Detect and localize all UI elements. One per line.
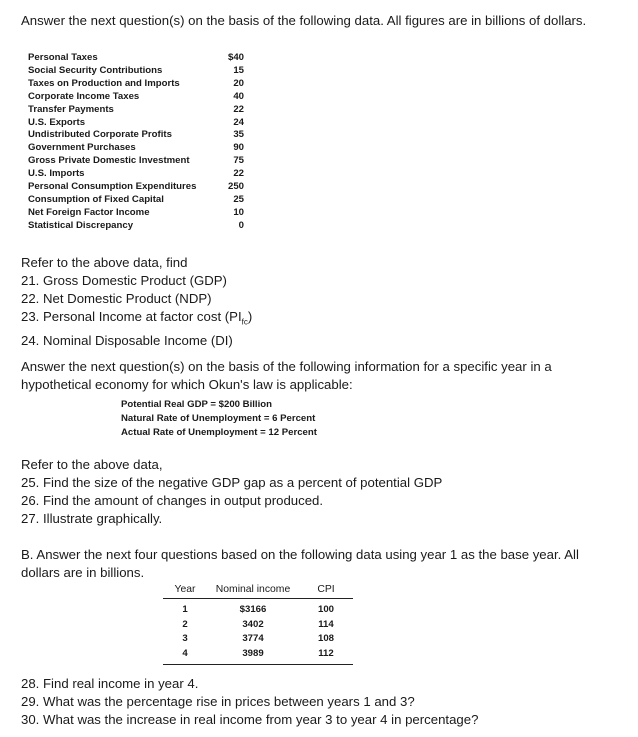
question-29: 29. What was the percentage rise in prices between years 1 and 3? <box>21 694 415 709</box>
okun-intro-text: Answer the next question(s) on the basis of the following information for a specific year in a hypothetical economy for which Okun's law is applicable: <box>21 359 552 392</box>
refer-text: Refer to the above data, find <box>21 255 188 270</box>
table-row: 2 3402 114 <box>182 618 334 630</box>
question-22: 22. Net Domestic Product (NDP) <box>21 291 212 306</box>
table-row: 3 3774 108 <box>182 633 334 644</box>
question-28: 28. Find real income in year 4. <box>21 676 199 691</box>
table-row: Social Security Contributions 15 <box>28 64 244 76</box>
question-26: 26. Find the amount of changes in output produced. <box>21 493 324 508</box>
cpi-table <box>163 582 353 665</box>
table-row: U.S. Exports 24 <box>28 116 244 128</box>
col-header-cpi: CPI <box>317 584 335 595</box>
section-b-intro: B. Answer the next four questions based on the following data using year 1 as the base year. All dollars are in billions. <box>21 547 579 580</box>
question-30: 30. What was the increase in real income from year 3 to year 4 in percentage? <box>21 712 479 727</box>
col-header-year: Year <box>174 584 196 595</box>
table-row: 4 3989 112 <box>182 647 334 659</box>
question-23: 23. Personal Income at factor cost $(PI_{fc})$ <box>21 309 253 327</box>
okun-data <box>121 398 317 440</box>
table-row: Transfer Payments 22 <box>28 103 244 115</box>
table-row: Corporate Income Taxes 40 <box>28 90 244 102</box>
gdp-data-table <box>28 52 244 233</box>
table-row: Net Foreign Factor Income 10 <box>28 206 244 218</box>
question-group-1 <box>21 254 252 350</box>
okun-line: Actual Rate of Unemployment = 12 Percent <box>121 427 317 438</box>
table-row: Taxes on Production and Imports 20 <box>28 77 244 89</box>
cpi-table-body <box>163 599 353 665</box>
intro-text: Answer the next question(s) on the basis of the following data. All figures are in billions of dollars. <box>21 13 587 28</box>
question-25: 25. Find the size of the negative GDP gap as a percent of potential GDP <box>21 475 443 490</box>
question-24: 24. Nominal Disposable Income (DI) <box>21 332 233 348</box>
table-row: Personal Taxes $40 <box>28 52 244 63</box>
col-header-nominal: Nominal income <box>215 584 291 595</box>
question-21: 21. Gross Domestic Product (GDP) <box>21 273 227 288</box>
question-27: 27. Illustrate graphically. <box>21 511 163 526</box>
table-row: Gross Private Domestic Investment 75 <box>28 155 244 167</box>
table-row: Undistributed Corporate Profits 35 <box>28 129 244 141</box>
table-row: Statistical Discrepancy 0 <box>28 219 244 231</box>
table-row: Consumption of Fixed Capital 25 <box>28 193 244 205</box>
okun-line: Natural Rate of Unemployment = 6 Percent <box>121 413 316 424</box>
refer-text: Refer to the above data, <box>21 457 163 472</box>
table-row: U.S. Imports 22 <box>28 168 244 180</box>
okun-line: Potential Real GDP = $200 Billion <box>121 399 272 410</box>
table-row: Government Purchases 90 <box>28 142 244 154</box>
question-group-2 <box>21 456 442 528</box>
table-row: Personal Consumption Expenditures 250 <box>28 181 244 193</box>
question-group-3 <box>21 675 478 729</box>
table-row: 1 $3166 100 <box>182 604 334 615</box>
cpi-table-header <box>163 582 353 599</box>
